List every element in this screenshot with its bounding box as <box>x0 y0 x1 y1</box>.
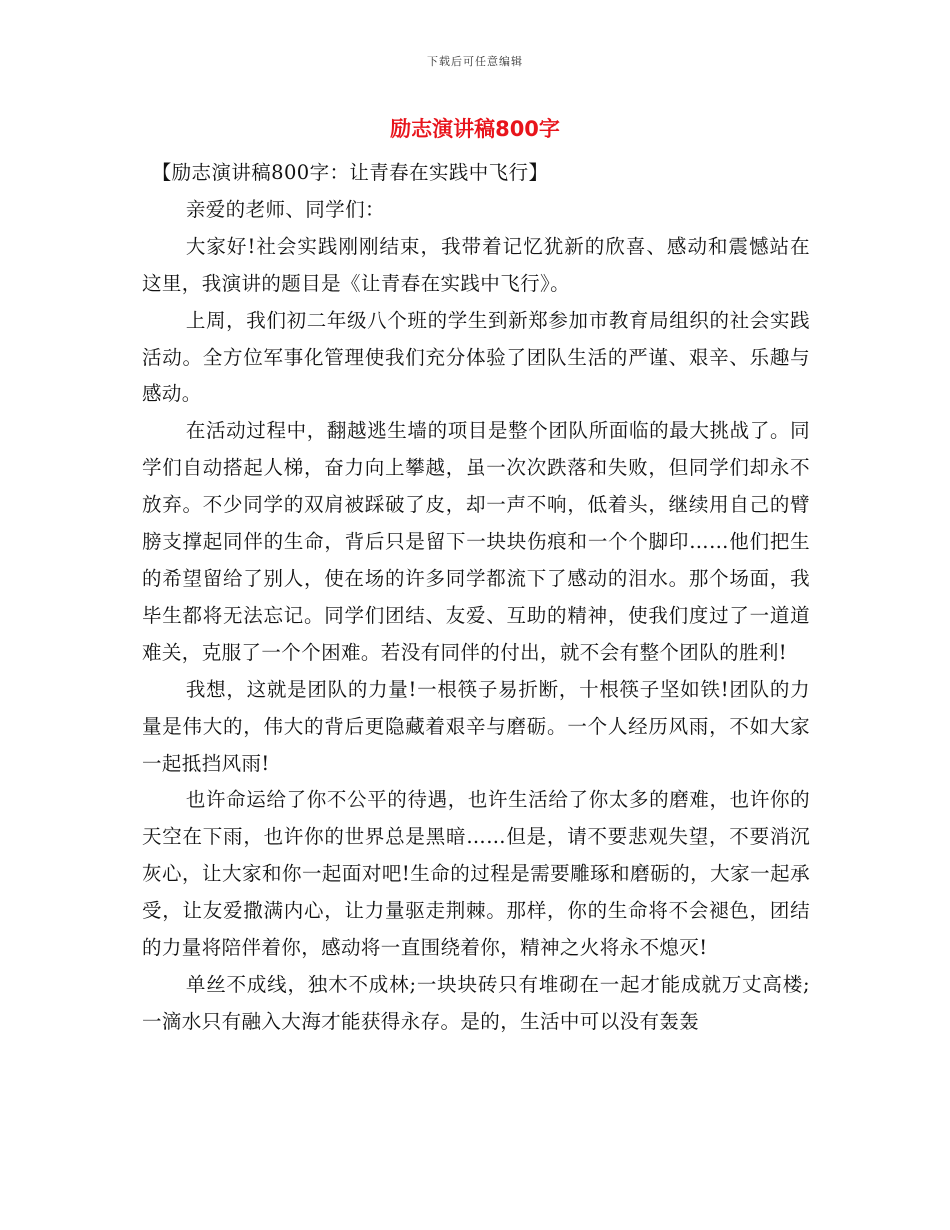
paragraph: 亲爱的老师、同学们： <box>185 197 385 221</box>
paragraph: 也许命运给了你不公平的待遇，也许生活给了你太多的磨难，也许你的天空在下雨，也许你的世界总是黑暗……但是，请不要悲观失望，不要消沉灰心，让大家和你一起面对吧!生命的过程是需要雕琢和磨砺的，大家一起承受，让友爱撒满内心，让力量驱走荆棘。那样，你的生命将不会褪色，团结的力量将陪伴着你，感动将一直围绕着你，精神之火将永不熄灭! <box>142 788 810 960</box>
paragraph: 大家好!社会实践刚刚结束，我带着记忆犹新的欣喜、感动和震憾站在这里，我演讲的题目是《让青春在实践中飞行》。 <box>142 234 810 295</box>
paragraph: 上周，我们初二年级八个班的学生到新郑参加市教育局组织的社会实践活动。全方位军事化管理使我们充分体验了团队生活的严谨、艰辛、乐趣与感动。 <box>142 308 810 406</box>
document-title: 励志演讲稿800字 <box>390 117 560 141</box>
paragraph: 我想，这就是团队的力量!一根筷子易折断，十根筷子坚如铁!团队的力量是伟大的，伟大的背后更隐藏着艰辛与磨砺。一个人经历风雨，不如大家一起抵挡风雨! <box>142 677 810 775</box>
paragraph: 在活动过程中，翻越逃生墙的项目是整个团队所面临的最大挑战了。同学们自动搭起人梯，奋力向上攀越，虽一次次跌落和失败，但同学们却永不放弃。不少同学的双肩被踩破了皮，却一声不响，低着头，继续用自己的臂膀支撑起同伴的生命，背后只是留下一块块伤痕和一个个脚印……他们把生的希望留给了别人，使在场的许多同学都流下了感动的泪水。那个场面，我毕生都将无法忘记。同学们团结、友爱、互助的精神，使我们度过了一道道难关，克服了一个个困难。若没有同伴的付出，就不会有整个团队的胜利! <box>142 419 810 664</box>
document-subtitle: 【励志演讲稿800字：让青春在实践中飞行】 <box>151 161 549 184</box>
document-body <box>142 155 810 1041</box>
header-note: 下载后可任意编辑 <box>427 55 523 68</box>
paragraph: 单丝不成线，独木不成林;一块块砖只有堆砌在一起才能成就万丈高楼;一滴水只有融入大海才能获得永存。是的，生活中可以没有轰轰 <box>142 972 810 1033</box>
